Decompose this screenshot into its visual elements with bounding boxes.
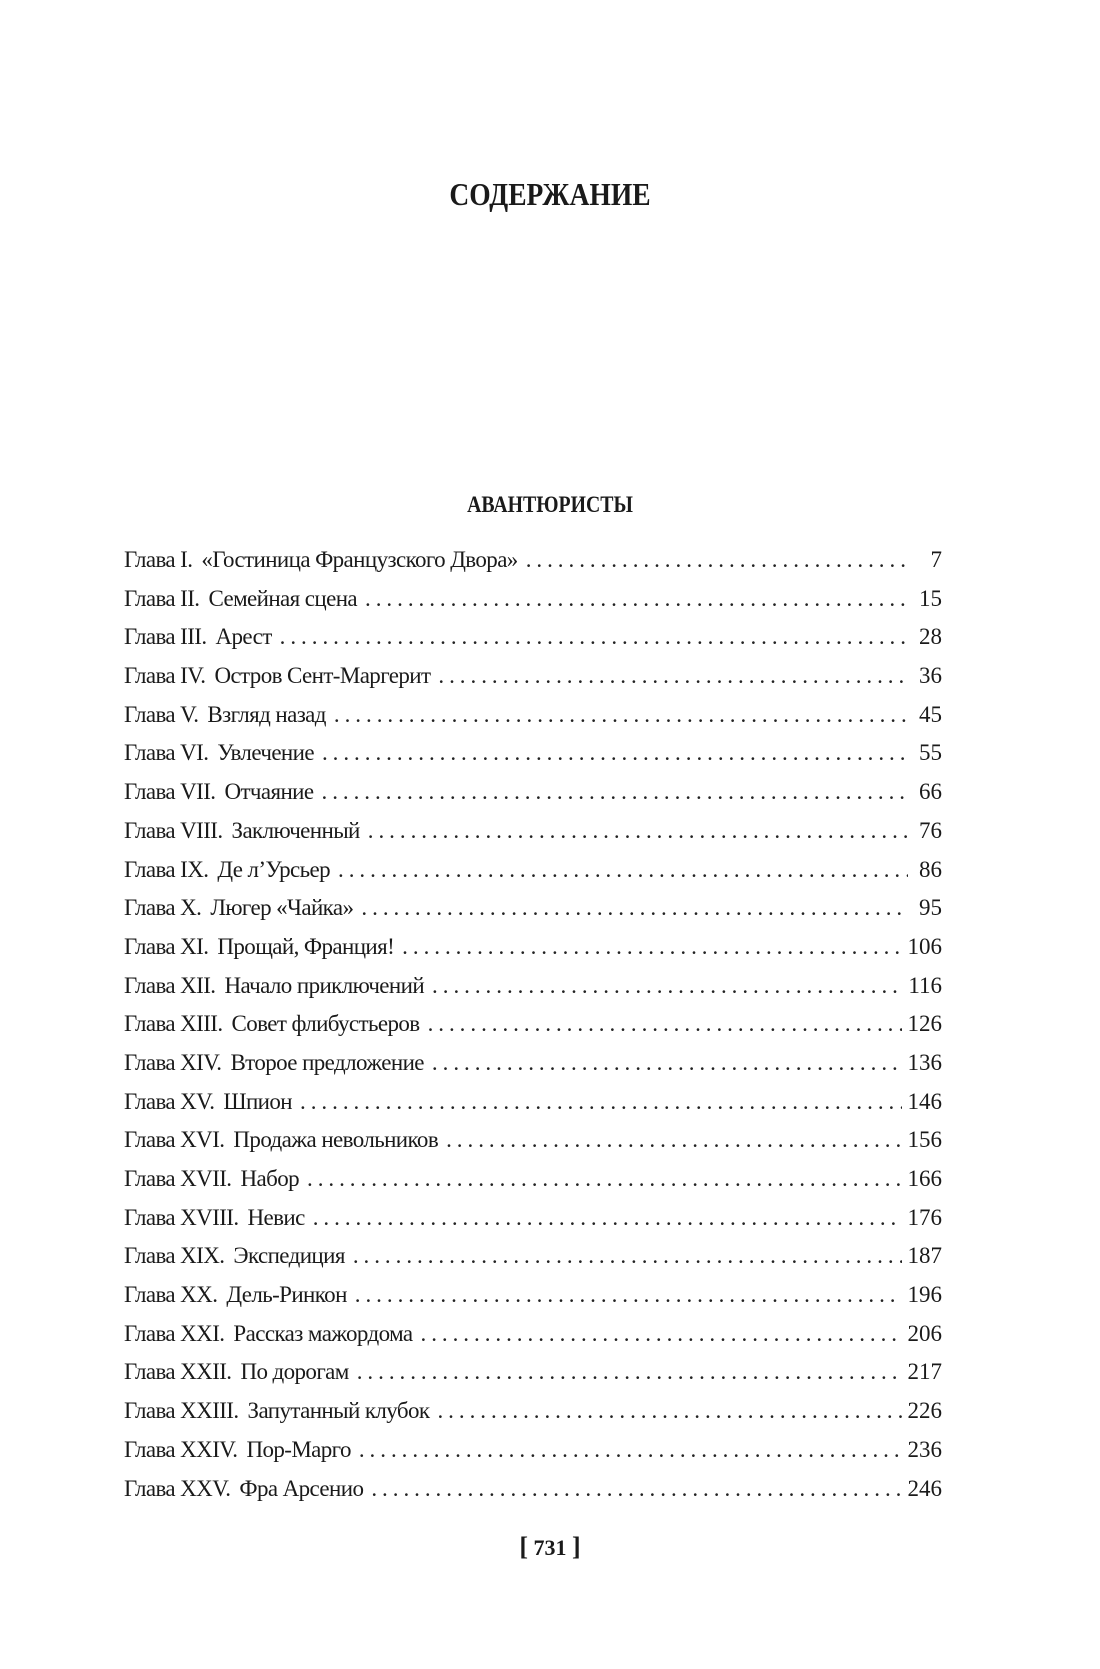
chapter-title: Фра Арсенио [239,1475,364,1501]
chapter-number: Глава XIII. [124,1011,223,1037]
chapter-number: Глава XVI. [124,1127,225,1153]
toc-entry [124,1166,942,1205]
toc-entry [124,779,942,818]
chapter-number: Глава XXI. [124,1320,225,1346]
page-ref: 176 [907,1204,942,1230]
chapter-title: По дорогам [240,1359,349,1385]
toc-entry [124,1476,942,1515]
toc-entry [124,1243,942,1282]
chapter-title: Дель-Ринкон [226,1282,347,1308]
table-of-contents [124,547,942,1514]
dot-leader [313,1205,902,1231]
chapter-title: Начало приключений [224,972,425,998]
chapter-title: Арест [215,624,272,650]
dot-leader [421,1321,902,1347]
bracket-close: ] [572,1532,581,1561]
toc-entry [124,1011,942,1050]
chapter-title: Люгер «Чайка» [210,895,354,921]
dot-leader [338,857,908,883]
chapter-number: Глава III. [124,624,207,650]
dot-leader [438,663,908,689]
chapter-number: Глава XVII. [124,1166,232,1191]
chapter-number: Глава VI. [124,740,209,766]
chapter-number: Глава IX. [124,856,209,882]
dot-leader [322,779,909,805]
chapter-number: Глава XIV. [124,1049,222,1075]
toc-entry [124,702,942,741]
chapter-number: Глава XII. [124,972,216,998]
dot-leader [300,1089,901,1115]
page-ref: 126 [907,1011,942,1037]
chapter-title: Экспедиция [233,1243,345,1269]
chapter-number: Глава XI. [124,933,209,959]
dot-leader [355,1282,902,1308]
dot-leader [368,818,908,844]
chapter-title: Запутанный клубок [247,1398,430,1424]
toc-entry [124,740,942,779]
chapter-number: Глава XXIV. [124,1436,238,1462]
page-ref: 15 [919,585,942,611]
page-ref: 187 [907,1243,942,1269]
bracket-open: [ [519,1532,528,1561]
chapter-number: Глава XV. [124,1088,215,1114]
page-ref: 106 [907,933,942,959]
chapter-title: Заключенный [231,817,360,843]
chapter-title: Взгляд назад [207,701,326,727]
chapter-number: Глава IV. [124,663,206,689]
chapter-number: Глава XVIII. [124,1204,239,1230]
toc-entry [124,895,942,934]
chapter-number: Глава XIX. [124,1243,225,1269]
dot-leader [432,1050,902,1076]
toc-entry [124,1127,942,1166]
page-ref: 7 [930,547,942,572]
page-ref: 166 [907,1166,942,1191]
dot-leader [359,1437,902,1463]
page-ref: 156 [907,1127,942,1153]
toc-entry [124,663,942,702]
toc-entry [124,1321,942,1360]
page-ref: 236 [907,1436,942,1462]
chapter-title: Прощай, Франция! [217,933,395,959]
dot-leader [446,1127,901,1153]
page-ref: 45 [919,701,942,727]
page-ref: 246 [907,1475,942,1501]
dot-leader [353,1243,902,1269]
dot-leader [307,1166,902,1192]
page-ref: 76 [919,817,942,843]
toc-entry [124,1437,942,1476]
page-ref: 217 [907,1359,942,1385]
dot-leader [322,740,908,766]
dot-leader [526,547,908,573]
section-title: АВАНТЮРИСТЫ [467,492,633,517]
chapter-number: Глава II. [124,585,200,611]
dot-leader [365,586,908,612]
chapter-number: Глава XX. [124,1282,218,1308]
chapter-number: Глава I. [124,547,193,572]
dot-leader [334,702,908,728]
chapter-number: Глава VII. [124,779,216,805]
chapter-title: Продажа невольников [233,1127,439,1153]
chapter-number: Глава XXIII. [124,1398,239,1424]
toc-entry [124,624,942,663]
chapter-title: Увлечение [217,740,314,766]
chapter-title: Невис [247,1204,305,1230]
dot-leader [428,1011,902,1037]
toc-entry [124,857,942,896]
chapter-title: Де л’Урсьер [217,856,331,882]
chapter-number: Глава XXV. [124,1475,231,1501]
chapter-title: Набор [240,1166,299,1191]
page-ref: 206 [907,1320,942,1346]
dot-leader [280,624,908,650]
toc-entry [124,818,942,857]
page-ref: 226 [907,1398,942,1424]
toc-entry [124,934,942,973]
dot-leader [402,934,901,960]
toc-entry [124,1050,942,1089]
chapter-title: Шпион [223,1088,293,1114]
page-ref: 196 [907,1282,942,1308]
chapter-title: «Гостиница Французского Двора» [201,547,518,572]
dot-leader [432,973,902,999]
toc-entry [124,1089,942,1128]
chapter-title: Семейная сцена [208,585,358,611]
toc-entry [124,973,942,1012]
toc-entry [124,1205,942,1244]
dot-leader [361,895,908,921]
chapter-title: Совет флибустьеров [231,1011,420,1037]
chapter-number: Глава XXII. [124,1359,232,1385]
page-ref: 86 [919,856,942,882]
dot-leader [437,1398,901,1424]
page-ref: 55 [919,740,942,766]
chapter-title: Рассказ мажордома [233,1320,413,1346]
page-ref: 28 [919,624,942,650]
page-ref: 136 [907,1049,942,1075]
page-number [0,1532,1100,1562]
chapter-number: Глава V. [124,701,199,727]
chapter-title: Отчаяние [224,779,314,805]
chapter-title: Пор-Марго [246,1436,351,1462]
page-ref: 146 [907,1088,942,1114]
chapter-number: Глава X. [124,895,202,921]
dot-leader [357,1359,902,1385]
page-ref: 36 [919,663,942,689]
toc-entry [124,1359,942,1398]
toc-entry [124,586,942,625]
toc-entry [124,1282,942,1321]
toc-entry [124,1398,942,1437]
page-number-value: 731 [533,1535,567,1560]
page-title: СОДЕРЖАНИЕ [449,176,651,212]
page-ref: 66 [919,779,942,805]
page-ref: 95 [919,895,942,921]
chapter-title: Второе предложение [230,1049,424,1075]
page-ref: 116 [908,972,942,998]
dot-leader [371,1476,901,1502]
chapter-title: Остров Сент-Маргерит [214,663,431,689]
chapter-number: Глава VIII. [124,817,223,843]
toc-entry [124,547,942,586]
